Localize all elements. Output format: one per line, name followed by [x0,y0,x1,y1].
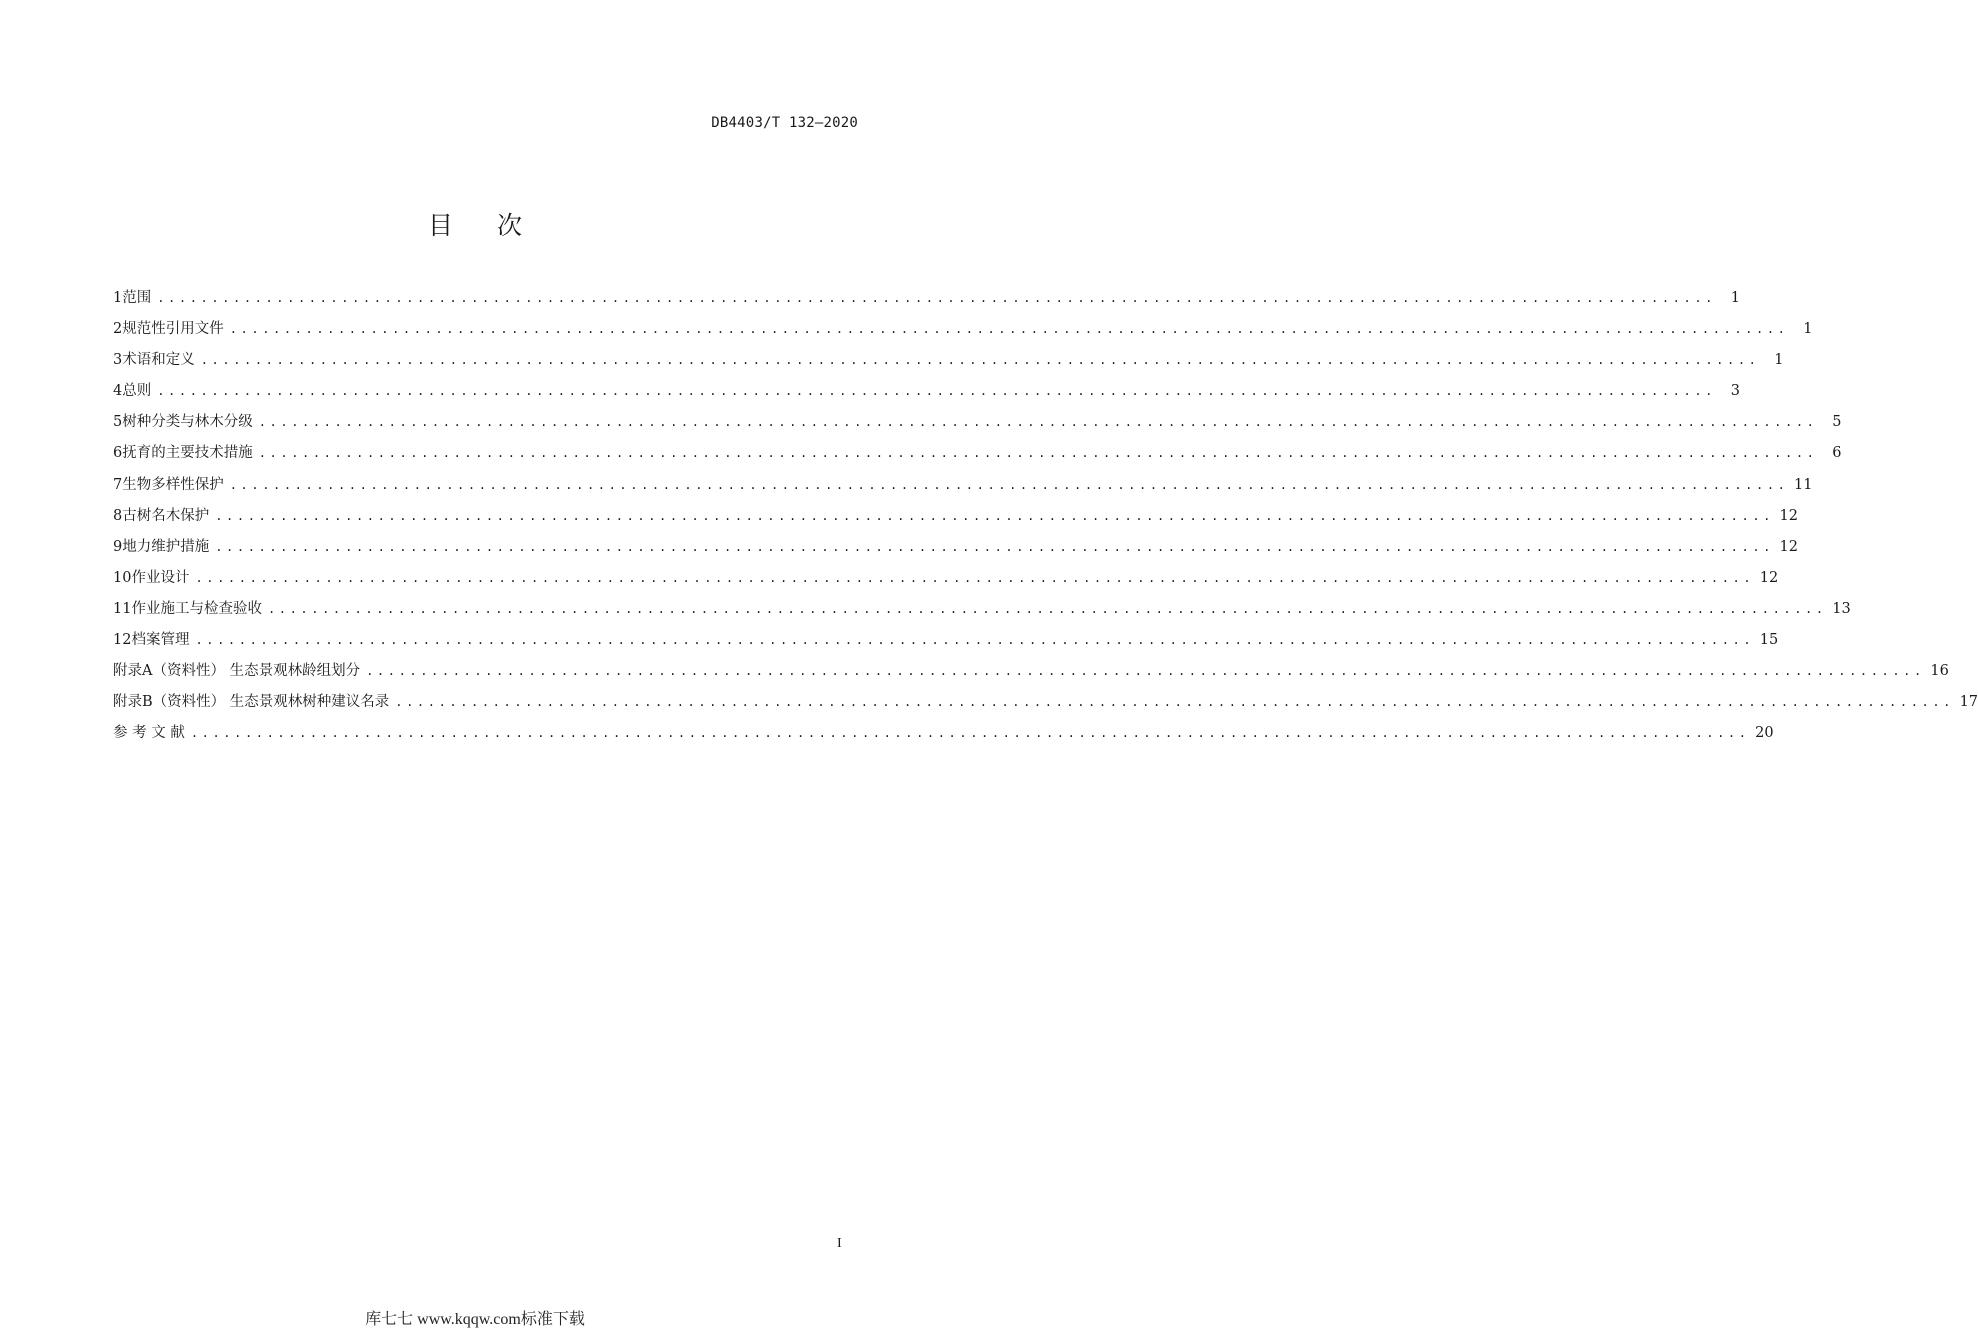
toc-list [113,287,1978,753]
toc-entry-page: 11 [1794,476,1813,493]
toc-dot-leader: ................................................................................................................................................ [229,322,1789,337]
toc-entry-10[interactable] [113,567,1779,598]
toc-dot-leader: ................................................................................................................................................ [366,664,1925,679]
toc-entry-page: 6 [1832,445,1842,462]
toc-entry-page: 13 [1832,600,1851,617]
toc-entry-label: 古树名木保护 [122,507,210,524]
toc-entry-page: 12 [1779,507,1798,524]
toc-entry-7[interactable] [113,474,1813,505]
toc-entry-number: 2 [113,321,123,338]
toc-dot-leader: ................................................................................................................................................ [395,695,1955,710]
toc-entry-label: 术语和定义 [122,352,195,369]
standard-code: DB4403/T 132—2020 [711,115,858,131]
toc-entry-5[interactable] [113,411,1842,442]
toc-entry-label: 参 考 文 献 [113,725,185,742]
toc-entry-6[interactable] [113,442,1842,473]
toc-entry-number: 10 [113,569,132,586]
toc-entry-number: 3 [113,352,123,369]
toc-entry-label: 作业设计 [131,569,190,586]
toc-dot-leader: ................................................................................................................................................ [157,384,1716,399]
toc-entry-page: 17 [1959,694,1978,711]
toc-dot-leader: ................................................................................................................................................ [190,726,1750,741]
toc-entry-page: 20 [1755,725,1774,742]
page-number: I [837,1236,842,1251]
toc-entry-label: 总则 [122,383,152,400]
toc-dot-leader: ................................................................................................................................................ [195,633,1755,648]
toc-entry-number: 附录B [113,694,153,711]
toc-entry-page: 15 [1759,632,1779,649]
toc-entry-12[interactable] [113,629,1779,660]
toc-dot-leader: ................................................................................................................................................ [258,415,1818,430]
toc-entry-page: 1 [1730,290,1740,306]
toc-entry-references[interactable] [113,722,1774,753]
toc-entry-label: 档案管理 [131,632,190,649]
toc-dot-leader: ................................................................................................................................................ [258,446,1818,461]
toc-entry-page: 3 [1730,383,1740,400]
toc-entry-11[interactable] [113,598,1851,629]
toc-entry-label: 地力维护措施 [122,538,210,555]
toc-entry-label: 规范性引用文件 [122,321,224,338]
toc-entry-4[interactable] [113,380,1740,411]
toc-dot-leader: ................................................................................................................................................ [229,477,1789,492]
toc-dot-leader: ................................................................................................................................................ [195,570,1755,585]
toc-entry-label: 作业施工与检查验收 [131,600,262,617]
toc-entry-label: 范围 [122,290,152,306]
toc-entry-3[interactable] [113,349,1784,380]
toc-entry-number: 4 [113,383,123,400]
toc-title-part2: 次 [497,211,523,240]
watermark-text: 库七七 www.kqqw.com标准下载 [365,1311,585,1328]
toc-entry-page: 12 [1779,538,1798,555]
toc-entry-number: 1 [113,290,123,306]
toc-entry-number: 5 [113,414,123,431]
toc-entry-page: 1 [1803,321,1813,338]
toc-entry-appendix-a[interactable] [113,660,1949,691]
toc-title [0,206,950,242]
toc-entry-1[interactable] [113,287,1740,318]
toc-entry-2[interactable] [113,318,1813,349]
toc-entry-label: 抚育的主要技术措施 [122,445,253,462]
toc-entry-label: （资料性） 生态景观林树种建议名录 [152,694,390,711]
toc-entry-page: 1 [1774,352,1784,369]
toc-entry-appendix-b[interactable] [113,691,1978,722]
toc-entry-label: （资料性） 生态景观林龄组划分 [152,663,361,680]
toc-dot-leader: ................................................................................................................................................ [267,601,1827,616]
toc-entry-number: 11 [113,600,132,617]
toc-entry-label: 生物多样性保护 [122,476,224,493]
toc-entry-number: 8 [113,507,123,524]
toc-entry-number: 12 [113,632,132,649]
toc-entry-label: 树种分类与林木分级 [122,414,253,431]
toc-entry-page: 12 [1759,569,1779,586]
toc-dot-leader: ................................................................................................................................................ [215,539,1774,554]
toc-entry-number: 7 [113,476,123,493]
toc-entry-page: 16 [1930,663,1949,680]
toc-dot-leader: ................................................................................................................................................ [157,291,1716,305]
toc-title-part1: 目 [427,211,453,240]
toc-dot-leader: ................................................................................................................................................ [215,508,1774,523]
toc-entry-number: 6 [113,445,123,462]
toc-dot-leader: ................................................................................................................................................ [200,353,1760,368]
toc-entry-page: 5 [1832,414,1842,431]
toc-entry-8[interactable] [113,505,1798,536]
toc-entry-number: 9 [113,538,123,555]
toc-entry-number: 附录A [113,663,153,680]
toc-entry-9[interactable] [113,536,1798,567]
